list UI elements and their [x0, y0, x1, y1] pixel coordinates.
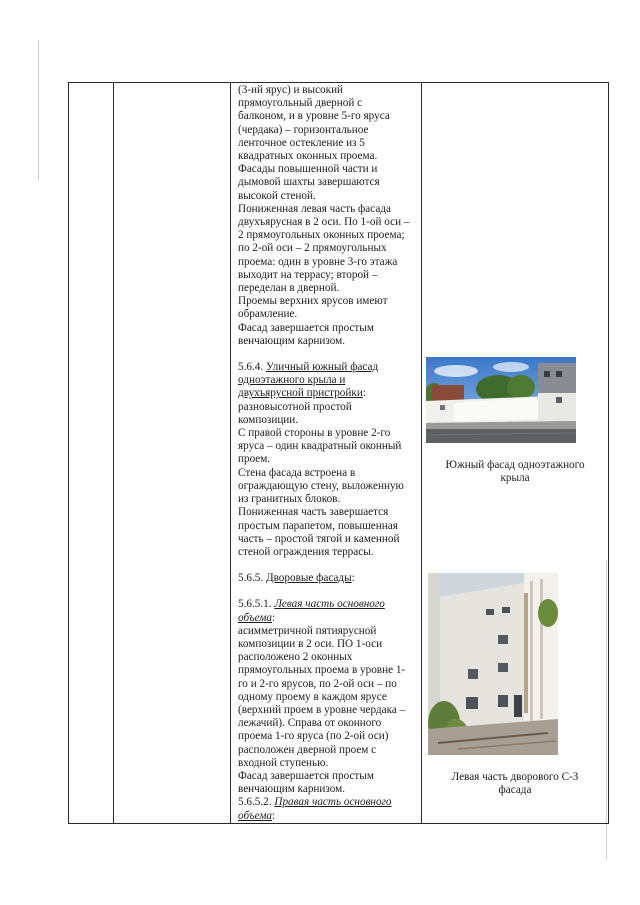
text-line: одноэтажного крыла и	[238, 374, 346, 387]
description-text	[231, 83, 421, 823]
text-line: Фасад завершается простым	[238, 321, 374, 334]
text-line: входной ступенью.	[238, 756, 329, 769]
left-section-number: 5.6.5.1.	[238, 598, 275, 611]
text-line: Пониженная часть завершается	[238, 506, 389, 519]
text-line: проема 1-го яруса (по 2-ой оси)	[238, 730, 389, 743]
text-line: Правая часть основного	[274, 796, 392, 809]
text-line: прямоугольный дверной с	[238, 97, 363, 110]
text-line: ленточное остекление из 5	[238, 136, 365, 149]
cell-name-column	[114, 83, 231, 824]
intro-paragraph	[238, 84, 418, 348]
text-line: венчающим карнизом.	[238, 783, 346, 796]
text-line: композиции в 2 оси. ПО 1-оси	[238, 637, 383, 650]
scan-margin-line-left	[38, 40, 39, 180]
cell-description-column	[231, 83, 422, 824]
text-line: Пониженная левая часть фасада	[238, 202, 391, 215]
text-line: Фасады повышенной части и	[238, 163, 378, 176]
south-facade-text	[238, 401, 418, 559]
text-line: лежачий). Справа от оконного	[238, 717, 382, 730]
text-line: Левая часть основного	[274, 598, 385, 611]
text-line: го и 2-го ярусов, по 2-ой оси – по	[238, 677, 397, 690]
text-line: расположен дверной проем с	[238, 743, 377, 756]
text-line: проема: один в уровне 3-го этажа	[238, 255, 398, 268]
yard-heading-colon: :	[351, 572, 355, 585]
text-line: часть – простой тягой и каменной	[238, 532, 400, 545]
text-line: высокой стеной.	[238, 189, 316, 202]
text-line: по 2-ой оси – 2 прямоугольных	[238, 242, 387, 255]
text-line: прямоугольных проема в уровне 1-	[238, 664, 406, 677]
text-line: объема	[238, 611, 273, 624]
text-line: обрамление.	[238, 308, 298, 321]
text-line: Уличный южный фасад	[265, 361, 379, 374]
text-line: Проемы верхних ярусов имеют	[238, 295, 388, 308]
yard-facade-caption	[426, 771, 604, 797]
text-line: Стена фасада встроена в	[238, 466, 356, 479]
left-heading-colon: :	[272, 611, 276, 624]
table-row	[69, 83, 609, 824]
text-line: расположено 2 оконных	[238, 651, 353, 664]
text-line: 2 прямоугольных оконных проема;	[238, 229, 405, 242]
text-line: асимметричной пятиярусной	[238, 624, 377, 637]
south-facade-heading	[238, 361, 418, 401]
text-line: (3-ий ярус) и высокий	[238, 84, 344, 96]
caption-line: Левая часть дворового С-З	[451, 771, 579, 783]
text-line: разновысотной простой	[238, 400, 352, 413]
left-part-heading	[238, 598, 418, 624]
text-line: композиции.	[238, 413, 299, 426]
text-line: венчающим карнизом.	[238, 334, 346, 347]
yard-section-title: Дворовые фасады	[265, 572, 352, 585]
south-facade-photo	[426, 357, 576, 443]
text-line: квадратных оконных проема.	[238, 150, 378, 163]
left-part-text	[238, 625, 418, 797]
text-line: выходит на террасу; второй –	[238, 268, 378, 281]
caption-line: Южный фасад одноэтажного	[445, 459, 585, 471]
text-line: (чердака) – горизонтальное	[238, 123, 369, 136]
text-line: простым парапетом, повышенная	[238, 519, 398, 532]
description-table	[68, 82, 609, 824]
text-line: балконом, и в уровне 5-го яруса	[238, 110, 390, 123]
text-line: проем.	[238, 453, 271, 466]
text-line: дымовой шахты завершаются	[238, 176, 380, 189]
text-line: (верхний проем в уровне чердака –	[238, 703, 406, 716]
text-line: двухъярусной пристройки	[238, 387, 363, 400]
text-line: яруса – один квадратный оконный	[238, 440, 402, 453]
text-line: объема	[238, 809, 273, 822]
yard-facade-photo	[428, 573, 558, 755]
text-line: двухъярусная в 2 оси. По 1-ой оси –	[238, 216, 410, 229]
south-facade-caption	[426, 459, 604, 485]
yard-section-number: 5.6.5.	[238, 572, 266, 585]
right-part-heading	[238, 796, 418, 822]
text-line: стеной ограждения террасы.	[238, 545, 374, 558]
text-line: Фасад завершается простым	[238, 769, 374, 782]
cell-figures-column	[422, 83, 609, 824]
text-line: переделан в дверной.	[238, 282, 340, 295]
right-section-number: 5.6.5.2.	[238, 796, 275, 809]
text-line: С правой стороны в уровне 2-го	[238, 427, 391, 440]
south-section-number: 5.6.4.	[238, 361, 266, 374]
text-line: ограждающую стену, выложенную	[238, 479, 404, 492]
text-line: из гранитных блоков.	[238, 493, 341, 506]
caption-line: фасада	[498, 784, 532, 797]
right-heading-colon: :	[272, 809, 276, 822]
text-line: одному проему в каждом ярусе	[238, 690, 387, 703]
caption-line: крыла	[500, 472, 530, 485]
yard-facades-heading	[238, 572, 418, 585]
south-heading-colon: :	[362, 387, 366, 400]
cell-number-column	[69, 83, 114, 824]
